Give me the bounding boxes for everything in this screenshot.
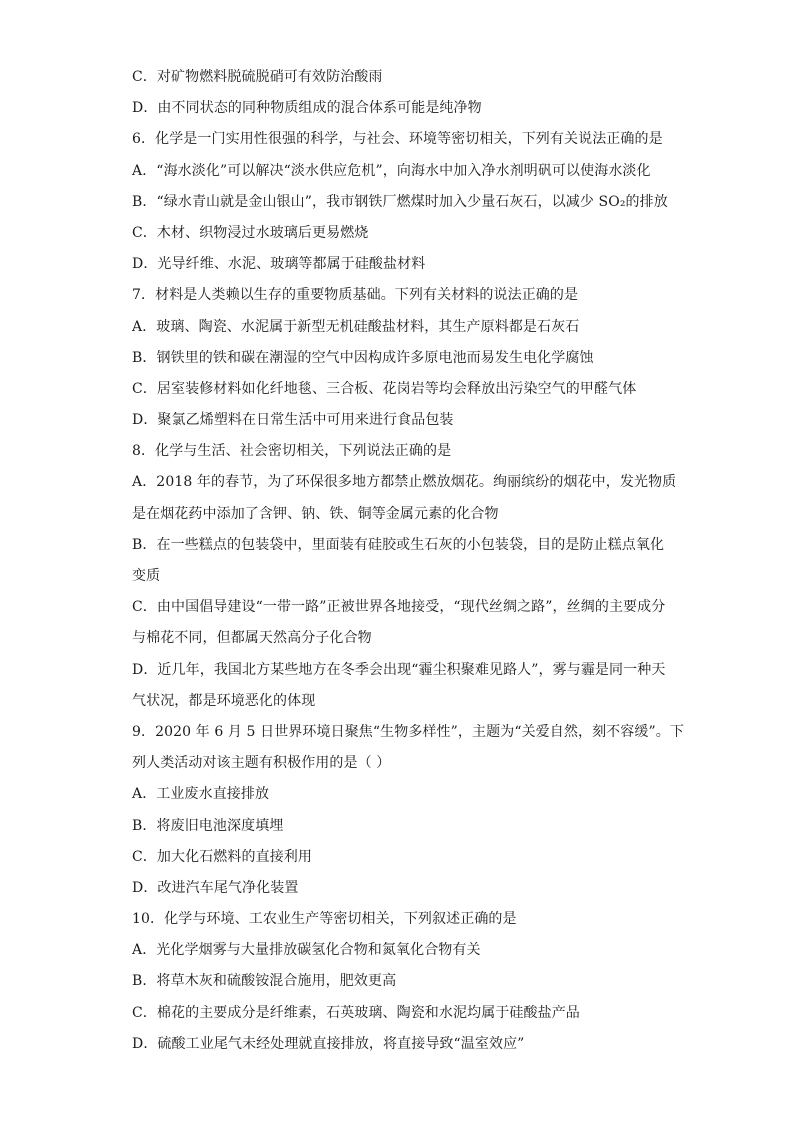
question-10-option-b: B．将草木灰和硫酸铵混合施用，肥效更高 bbox=[132, 973, 397, 990]
question-7-stem: 7．材料是人类赖以生存的重要物质基础。下列有关材料的说法正确的是 bbox=[132, 287, 579, 304]
question-6-stem: 6．化学是一门实用性很强的科学，与社会、环境等密切相关，下列有关说法正确的是 bbox=[132, 131, 663, 148]
question-8-option-b-cont: 变质 bbox=[132, 568, 161, 584]
question-6-option-b: B．“绿水青山就是金山银山”，我市钢铁厂燃煤时加入少量石灰石，以减少 SO₂的排放 bbox=[132, 193, 668, 210]
question-10-option-a: A．光化学烟雾与大量排放碳氢化合物和氮氧化合物有关 bbox=[132, 942, 481, 959]
question-10-stem: 10．化学与环境、工农业生产等密切相关，下列叙述正确的是 bbox=[132, 911, 517, 928]
question-8-option-d: D．近几年，我国北方某些地方在冬季会出现“霾尘积聚难见路人”，雾与霾是同一种天 bbox=[132, 661, 666, 678]
text-line: D．由不同状态的同种物质组成的混合体系可能是纯净物 bbox=[132, 100, 482, 117]
question-9-option-a: A．工业废水直接排放 bbox=[132, 786, 270, 803]
question-10-option-c: C．棉花的主要成分是纤维素，石英玻璃、陶瓷和水泥均属于硅酸盐产品 bbox=[132, 1004, 580, 1021]
question-9-option-d: D．改进汽车尾气净化装置 bbox=[132, 879, 299, 896]
question-9-option-b: B．将废旧电池深度填埋 bbox=[132, 817, 284, 834]
question-6-option-d: D．光导纤维、水泥、玻璃等都属于硅酸盐材料 bbox=[132, 256, 426, 273]
question-6-option-a: A．“海水淡化”可以解决“淡水供应危机”，向海水中加入净水剂明矾可以使海水淡化 bbox=[132, 162, 651, 179]
question-8-option-c: C．由中国倡导建设“一带一路”正被世界各地接受，“现代丝绸之路”，丝绸的主要成分 bbox=[132, 599, 666, 616]
question-9-option-c: C．加大化石燃料的直接利用 bbox=[132, 848, 313, 865]
question-7-option-b: B．钢铁里的铁和碳在潮湿的空气中因构成许多原电池而易发生电化学腐蚀 bbox=[132, 349, 594, 366]
question-8-option-d-cont: 气状况，都是环境恶化的体现 bbox=[132, 692, 316, 709]
text-line: C．对矿物燃料脱硫脱硝可有效防治酸雨 bbox=[132, 69, 383, 85]
question-9-stem: 9．2020 年 6 月 5 日世界环境日聚焦“生物多样性”，主题为“关爱自然，刻不容缓”。下 bbox=[132, 723, 684, 740]
question-8-option-a: A．2018 年的春节，为了环保很多地方都禁止燃放烟花。绚丽缤纷的烟花中，发光物质 bbox=[132, 474, 677, 491]
question-7-option-d: D．聚氯乙烯塑料在日常生活中可用来进行食品包装 bbox=[132, 412, 454, 429]
question-8-option-a-cont: 是在烟花药中添加了含钾、钠、铁、铜等金属元素的化合物 bbox=[132, 505, 499, 522]
question-7-option-a: A．玻璃、陶瓷、水泥属于新型无机硅酸盐材料，其生产原料都是石灰石 bbox=[132, 318, 580, 335]
question-9-stem-cont: 列人类活动对该主题有积极作用的是（ ） bbox=[132, 755, 391, 772]
question-8-stem: 8．化学与生活、社会密切相关，下列说法正确的是 bbox=[132, 443, 452, 460]
question-8-option-c-cont: 与棉花不同，但都属天然高分子化合物 bbox=[132, 630, 372, 647]
question-10-option-d: D．硫酸工业尾气未经处理就直接排放，将直接导致“温室效应” bbox=[132, 1035, 525, 1052]
question-7-option-c: C．居室装修材料如化纤地毯、三合板、花岗岩等均会释放出污染空气的甲醛气体 bbox=[132, 380, 637, 397]
question-6-option-c: C．木材、织物浸过水玻璃后更易燃烧 bbox=[132, 224, 369, 241]
question-8-option-b: B．在一些糕点的包装袋中，里面装有硅胶或生石灰的小包装袋，目的是防止糕点氧化 bbox=[132, 536, 665, 553]
